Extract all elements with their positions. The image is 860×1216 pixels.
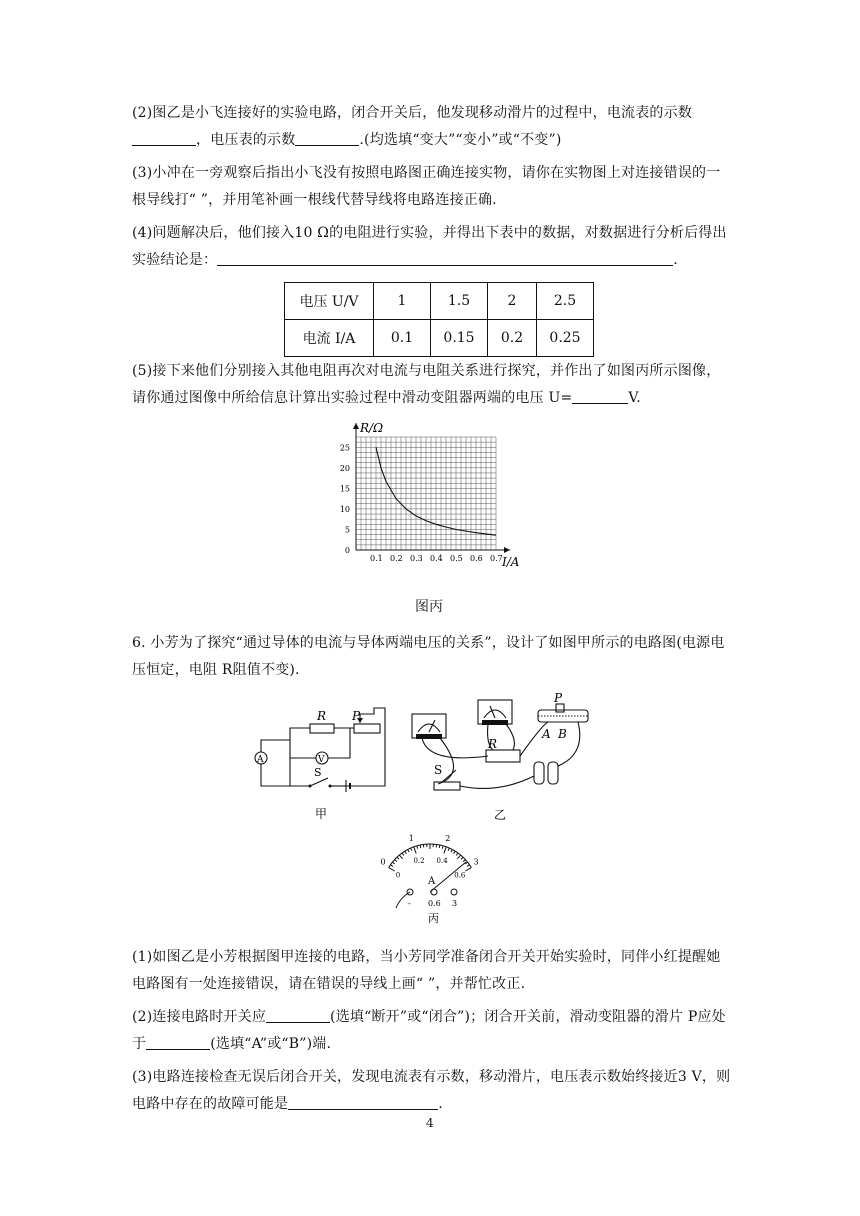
dial-tick [392, 862, 394, 864]
dial-bottom-label: 0.4 [436, 857, 448, 866]
table-cell: 0.15 [431, 320, 488, 357]
svg-text:A: A [542, 727, 551, 741]
dial-tick [414, 847, 416, 854]
dial-top-label: 3 [473, 857, 479, 867]
answer-blank[interactable] [146, 1033, 210, 1050]
y-tick-label: 5 [344, 525, 350, 535]
svg-text:P: P [554, 691, 563, 705]
dial-tick [402, 853, 404, 855]
dial-tick [467, 865, 469, 867]
r-i-graph [320, 420, 540, 580]
table-cell: 电压 U/V [285, 283, 374, 320]
q5-part4: (4)问题解决后，他们接入10 Ω的电阻进行实验，并得出下表中的数据，对数据进行分析后得出实验结论是： . [132, 225, 727, 268]
x-tick-label: 0.7 [490, 554, 503, 563]
q5-part5: (5)接下来他们分别接入其他电阻再次对电流与电阻关系进行探究，并作出了如图丙所示图像，请你通过图像中所给信息计算出实验过程中滑动变阻器两端的电压 U= V. [132, 363, 721, 406]
graph-caption: 图丙 [415, 599, 443, 615]
svg-text:-: - [408, 899, 411, 908]
table-cell: 1 [374, 283, 431, 320]
q6-part3: (3)电路连接检查无误后闭合开关，发现电流表有示数，移动滑片，电压表示数始终接近3 V，则电路中存在的故障可能是 . [132, 1069, 731, 1112]
dial-tick [454, 851, 456, 854]
meter-terminals [396, 889, 457, 908]
table-cell: 2.5 [537, 283, 594, 320]
answer-blank[interactable] [572, 387, 628, 404]
dial-tick [463, 860, 465, 862]
resistor-symbol [310, 724, 334, 733]
dial-tick [405, 851, 407, 854]
table-cell: 2 [488, 283, 537, 320]
x-tick-label: 0.5 [450, 554, 463, 563]
dial-tick [399, 855, 402, 859]
table-row [285, 320, 594, 357]
dial-tick [397, 857, 399, 859]
answer-blank[interactable] [295, 129, 359, 146]
dial-bottom-label: 0 [395, 871, 401, 880]
battery-cell [548, 762, 558, 784]
dial-scale [389, 844, 472, 871]
dial-tick [395, 860, 397, 862]
y-tick-label: 10 [339, 504, 350, 514]
dial-tick [390, 865, 392, 867]
y-axis-arrow [353, 423, 359, 429]
rheostat-symbol [354, 724, 380, 733]
switch-device [434, 782, 460, 790]
dial-tick [461, 857, 463, 859]
dial-tick [448, 848, 449, 851]
circuit-diagram [250, 708, 400, 821]
ammeter-dial [370, 826, 490, 926]
dial-tick [456, 853, 458, 855]
x-tick-label: 0.2 [390, 554, 403, 563]
y-tick-label: 20 [339, 463, 350, 473]
dial-top-label: 0 [380, 857, 386, 867]
svg-text:V: V [318, 755, 325, 765]
x-tick-label: 0.6 [470, 554, 483, 563]
answer-blank[interactable] [288, 1093, 438, 1110]
svg-text:S: S [434, 763, 443, 777]
dial-top-label: 2 [445, 834, 451, 844]
table-cell: 1.5 [431, 283, 488, 320]
table-cell: 电流 I/A [285, 320, 374, 357]
resistor-device [486, 750, 520, 762]
table-cell: 0.2 [488, 320, 537, 357]
dial-tick [465, 868, 471, 872]
svg-text:A: A [257, 755, 264, 765]
svg-text:A: A [428, 876, 436, 887]
y-tick-label: 0 [344, 546, 350, 555]
q6-intro: 6. 小芳为了探究“通过导体的电流与导体两端电压的关系”，设计了如图甲所示的电路图(电源电压恒定，电阻 R阻值不变). [132, 635, 725, 678]
table-cell: 0.1 [374, 320, 431, 357]
svg-text:S: S [314, 766, 322, 779]
x-axis-arrow [504, 547, 510, 553]
x-tick-label: 0.1 [370, 554, 383, 563]
dial-bottom-label: 0.6 [454, 871, 466, 880]
q5-part2: (2)图乙是小飞连接好的实验电路，闭合开关后，他发现移动滑片的过程中，电流表的示数，电压表的示数 .(均选填“变大”“变小”或“不变”) [132, 105, 693, 148]
dial-tick [408, 850, 409, 853]
dial-tick [451, 850, 452, 853]
x-tick-label: 0.3 [410, 554, 423, 563]
table-row [285, 283, 594, 320]
data-table [284, 282, 594, 357]
dial-tick [442, 846, 443, 849]
q6-part1: (1)如图乙是小芳根据图甲连接的电路，当小芳同学准备闭合开关开始实验时，同伴小红提醒她电路图有一处连接错误，请在错误的导线上画“ ”，并帮忙改正. [132, 949, 721, 992]
svg-text:R: R [317, 709, 327, 723]
dial-tick [457, 855, 460, 859]
dial-tick [417, 846, 418, 849]
answer-blank[interactable] [266, 1006, 330, 1023]
q6-part2: (2)连接电路时开关应 (选填“断开”或“闭合”)；闭合开关前，滑动变阻器的滑片 P应处于 (选填“A”或“B”)端. [132, 1004, 732, 1058]
answer-blank[interactable] [132, 129, 196, 146]
dial-tick [420, 845, 421, 848]
battery-cell [534, 762, 544, 784]
svg-text:B: B [558, 727, 567, 741]
dial-tick [411, 848, 412, 851]
y-tick-label: 15 [339, 484, 350, 494]
x-axis-label: I/A [502, 555, 520, 569]
dial-bottom-label: 0.2 [413, 857, 425, 866]
switch-symbol [310, 778, 328, 786]
svg-text:R: R [488, 737, 498, 751]
figure-label-jia: 甲 [315, 807, 328, 821]
dial-tick [439, 845, 440, 848]
figure-label-yi: 乙 [494, 808, 507, 822]
x-tick-label: 0.4 [430, 554, 443, 563]
svg-text:0.6: 0.6 [428, 899, 441, 908]
dial-tick [389, 868, 395, 872]
y-tick-label: 25 [339, 443, 350, 453]
figure-label-bing: 丙 [428, 912, 439, 925]
answer-blank[interactable] [217, 249, 673, 266]
table-cell: 0.25 [537, 320, 594, 357]
svg-text:P: P [352, 709, 361, 723]
page-number: 4 [426, 1116, 434, 1130]
q5-part3: (3)小冲在一旁观察后指出小飞没有按照电路图正确连接实物，请你在实物图上对连接错误的一根导线打“ ”，并用笔补画一根线代替导线将电路连接正确. [132, 165, 721, 208]
physical-circuit [408, 691, 608, 824]
dial-tick [444, 847, 446, 854]
y-axis-label: R/Ω [360, 421, 384, 435]
svg-text:3: 3 [452, 899, 458, 908]
dial-top-label: 1 [408, 834, 414, 844]
